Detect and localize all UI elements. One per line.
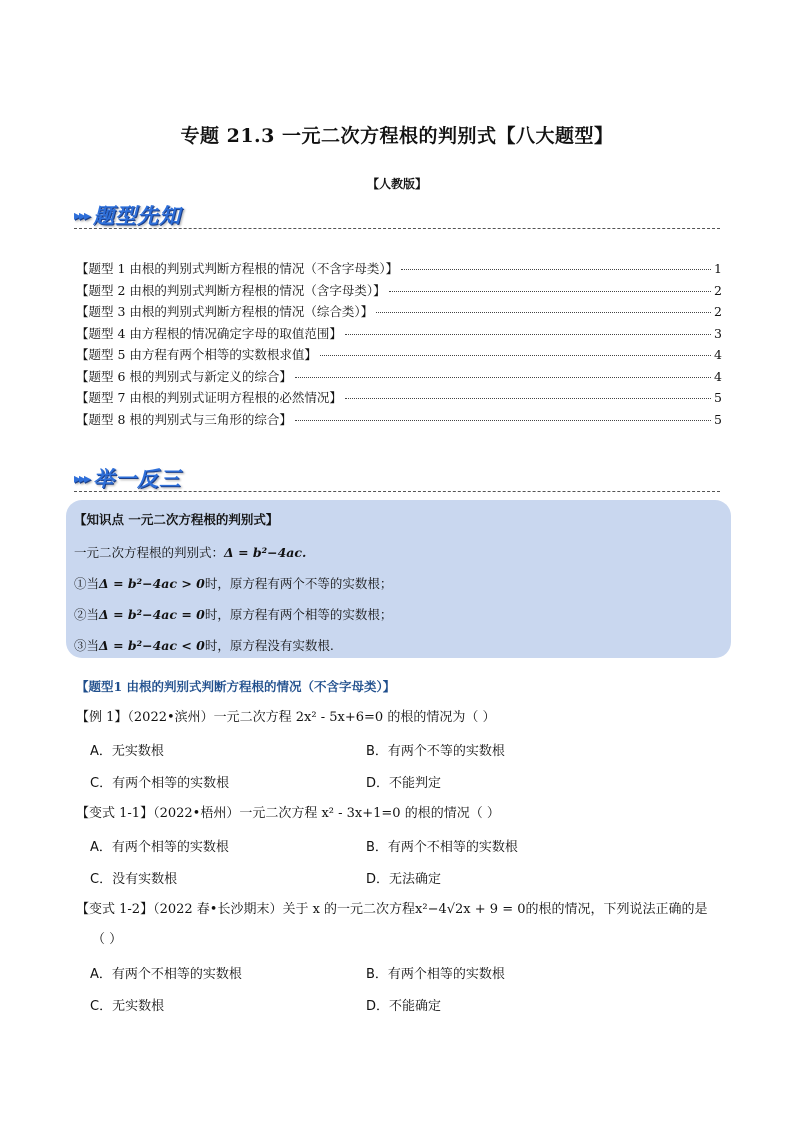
banner-arrows-icon: ▸▸▸ (74, 471, 90, 487)
option-d: D．不能判定 (366, 776, 442, 791)
option-b: B．有两个相等的实数根 (366, 967, 505, 982)
section-divider (74, 228, 720, 229)
toc-leader-dots (389, 291, 711, 292)
banner-arrows-icon: ▸▸▸ (74, 208, 90, 224)
toc-entry-label: 【题型 2 由根的判别式判断方程根的情况（含字母类）】 (76, 282, 386, 298)
edition-label: 【人教版】 (366, 177, 427, 191)
knowledge-case-1: ①当Δ = b²−4ac > 0时，原方程有两个不等的实数根； (74, 576, 393, 591)
toc-entry-page: 1 (714, 261, 722, 276)
toc-leader-dots (320, 355, 711, 356)
question-stem-blank: （ ） (92, 932, 123, 947)
option-c: C．没有实数根 (90, 872, 178, 887)
knowledge-heading: 【知识点 一元二次方程根的判别式】 (74, 512, 279, 527)
option-a: A．无实数根 (90, 744, 164, 759)
option-c: C．有两个相等的实数根 (90, 776, 230, 791)
toc-entry-label: 【题型 4 由方程根的情况确定字母的取值范围】 (76, 325, 342, 341)
section-banner-practice (74, 463, 181, 493)
knowledge-definition: 一元二次方程根的判别式：Δ = b²−4ac. (74, 545, 307, 560)
toc-entry-label: 【题型 3 由根的判别式判断方程根的情况（综合类）】 (76, 304, 374, 319)
toc-entry-label: 【题型 8 根的判别式与三角形的综合】 (76, 411, 292, 427)
toc-entry-page: 5 (714, 411, 722, 427)
toc-leader-dots (345, 334, 711, 335)
toc-entry[interactable] (76, 324, 722, 344)
option-b: B．有两个不相等的实数根 (366, 840, 518, 855)
toc-leader-dots (295, 420, 711, 421)
toc-entry[interactable] (76, 367, 722, 387)
option-d: D．无法确定 (366, 872, 442, 887)
discriminant-formula: Δ = b²−4ac. (224, 545, 307, 560)
question-type-heading: 【题型1 由根的判别式判断方程根的情况（不含字母类）】 (76, 679, 396, 694)
question-stem: 【变式 1-1】（2022•梧州）一元二次方程 x² - 3x+1=0 的根的情况（ ） (76, 806, 500, 821)
toc-entry-page: 2 (714, 304, 722, 319)
page-title: 专题 21.3 一元二次方程根的判别式【八大题型】 (180, 125, 614, 147)
toc-entry[interactable] (76, 345, 722, 365)
option-b: B．有两个不等的实数根 (366, 744, 505, 759)
toc-leader-dots (376, 312, 711, 313)
toc-entry-page: 3 (714, 325, 722, 341)
toc-leader-dots (295, 377, 711, 378)
toc-entry-page: 2 (714, 282, 722, 298)
section-banner-preview (74, 200, 181, 230)
option-c: C．无实数根 (90, 999, 165, 1014)
banner-title: 题型先知 (93, 204, 182, 228)
toc-leader-dots (345, 398, 711, 399)
toc-entry[interactable] (76, 388, 722, 408)
toc-leader-dots (401, 269, 711, 270)
knowledge-case-3: ③当Δ = b²−4ac < 0时，原方程没有实数根. (74, 638, 334, 653)
toc-entry-page: 4 (714, 368, 722, 384)
toc-entry[interactable] (76, 259, 722, 279)
toc-entry-label: 【题型 6 根的判别式与新定义的综合】 (76, 368, 292, 384)
option-d: D．不能确定 (366, 999, 442, 1014)
question-stem: 【变式 1-2】（2022 春•长沙期末）关于 x 的一元二次方程x²−4√2x + 9 = 0的根的情况，下列说法正确的是 (76, 902, 708, 917)
toc-entry-label: 【题型 7 由根的判别式证明方程根的必然情况】 (76, 390, 342, 405)
toc-entry-label: 【题型 1 由根的判别式判断方程根的情况（不含字母类）】 (76, 261, 399, 276)
toc-entry-label: 【题型 5 由方程有两个相等的实数根求值】 (76, 347, 317, 362)
option-a: A．有两个相等的实数根 (90, 840, 229, 855)
section-divider (74, 491, 720, 492)
option-a: A．有两个不相等的实数根 (90, 967, 242, 982)
toc-entry[interactable] (76, 302, 722, 322)
knowledge-case-2: ②当Δ = b²−4ac = 0时，原方程有两个相等的实数根； (74, 607, 393, 622)
toc-entry-page: 4 (714, 347, 722, 362)
toc-entry[interactable] (76, 410, 722, 430)
toc-entry[interactable] (76, 281, 722, 301)
banner-title: 举一反三 (93, 467, 182, 491)
toc-entry-page: 5 (714, 390, 722, 405)
question-stem: 【例 1】（2022•滨州）一元二次方程 2x² - 5x+6=0 的根的情况为（ ） (76, 710, 496, 725)
